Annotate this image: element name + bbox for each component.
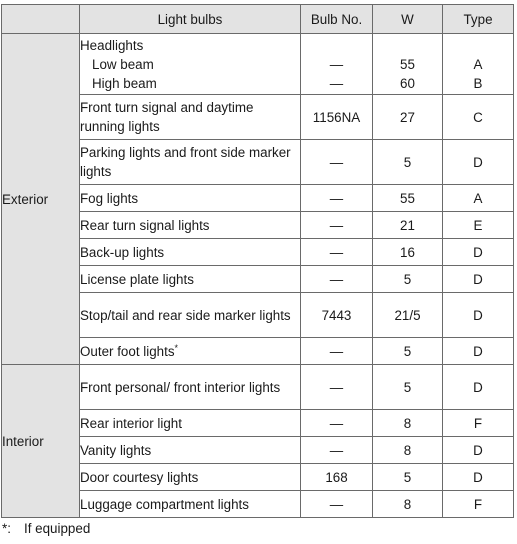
bulb-type: D	[443, 365, 514, 410]
bulb-name: Door courtesy lights	[80, 464, 301, 491]
watts: 5	[373, 365, 443, 410]
watts: 16	[373, 239, 443, 266]
header-type: Type	[443, 5, 514, 34]
watts: 5	[373, 338, 443, 365]
bulb-no: —	[301, 437, 373, 464]
bulb-type: B	[473, 75, 483, 91]
watts: 8	[373, 491, 443, 518]
bulb-type: D	[443, 338, 514, 365]
header-bulb-no: Bulb No.	[301, 5, 373, 34]
bulb-name: Back-up lights	[80, 239, 301, 266]
bulb-subname: High beam	[92, 75, 157, 91]
bulb-no: —	[301, 140, 373, 185]
bulb-no-cell	[301, 34, 373, 95]
footnote-marker: *:	[2, 521, 11, 536]
bulb-no: —	[329, 56, 344, 72]
type-cell	[443, 34, 514, 95]
bulb-name: Outer foot lights	[80, 343, 175, 359]
bulb-type: D	[443, 437, 514, 464]
watts: 5	[373, 464, 443, 491]
table-row	[2, 365, 514, 410]
watts: 21	[373, 212, 443, 239]
watts: 5	[373, 140, 443, 185]
bulb-no: —	[301, 266, 373, 293]
watts: 21/5	[373, 293, 443, 338]
bulb-name: Stop/tail and rear side marker lights	[80, 293, 301, 338]
bulb-no: 1156NA	[301, 95, 373, 140]
bulb-name: Front turn signal and daytime running lights	[80, 95, 301, 140]
bulb-no: 168	[301, 464, 373, 491]
bulb-name: Rear interior light	[80, 410, 301, 437]
bulb-type: D	[443, 293, 514, 338]
bulb-name: License plate lights	[80, 266, 301, 293]
watts: 5	[373, 266, 443, 293]
bulb-no: 7443	[301, 293, 373, 338]
bulb-type: C	[443, 95, 514, 140]
header-watts: W	[373, 5, 443, 34]
bulb-type: D	[443, 464, 514, 491]
bulb-name: Fog lights	[80, 185, 301, 212]
bulb-no: —	[301, 338, 373, 365]
bulb-name: Luggage compartment lights	[80, 491, 301, 518]
bulb-name-cell	[80, 34, 301, 95]
bulb-name: Front personal/ front interior lights	[80, 365, 301, 410]
bulb-type: F	[443, 491, 514, 518]
bulb-type: E	[443, 212, 514, 239]
group-exterior: Exterior	[2, 34, 80, 365]
watts: 60	[400, 75, 415, 91]
bulb-type: D	[443, 140, 514, 185]
bulb-no: —	[301, 365, 373, 410]
header-light-bulbs: Light bulbs	[80, 5, 301, 34]
watts: 55	[400, 56, 415, 72]
bulb-no: —	[301, 212, 373, 239]
group-interior: Interior	[2, 365, 80, 518]
bulb-name-cell	[80, 338, 301, 365]
bulb-subname: Low beam	[92, 56, 154, 72]
bulb-type: A	[473, 56, 483, 72]
bulb-type: A	[443, 185, 514, 212]
bulb-no: —	[301, 185, 373, 212]
table-header-row	[2, 5, 514, 34]
footnote	[2, 519, 90, 538]
watts-cell	[373, 34, 443, 95]
footnote-marker: *	[174, 342, 179, 353]
bulb-name: Rear turn signal lights	[80, 212, 301, 239]
light-bulbs-table	[1, 4, 514, 518]
watts: 8	[373, 437, 443, 464]
bulb-type: F	[443, 410, 514, 437]
bulb-no: —	[301, 410, 373, 437]
watts: 27	[373, 95, 443, 140]
bulb-type: D	[443, 266, 514, 293]
bulb-name: Vanity lights	[80, 437, 301, 464]
table-row	[2, 34, 514, 95]
bulb-no: —	[301, 491, 373, 518]
bulb-name: Headlights	[80, 37, 144, 53]
bulb-type: D	[443, 239, 514, 266]
bulb-name: Parking lights and front side marker lights	[80, 140, 301, 185]
header-category-blank	[2, 5, 80, 34]
footnote-text: If equipped	[24, 521, 91, 536]
watts: 55	[373, 185, 443, 212]
bulb-no: —	[329, 75, 344, 91]
watts: 8	[373, 410, 443, 437]
bulb-no: —	[301, 239, 373, 266]
